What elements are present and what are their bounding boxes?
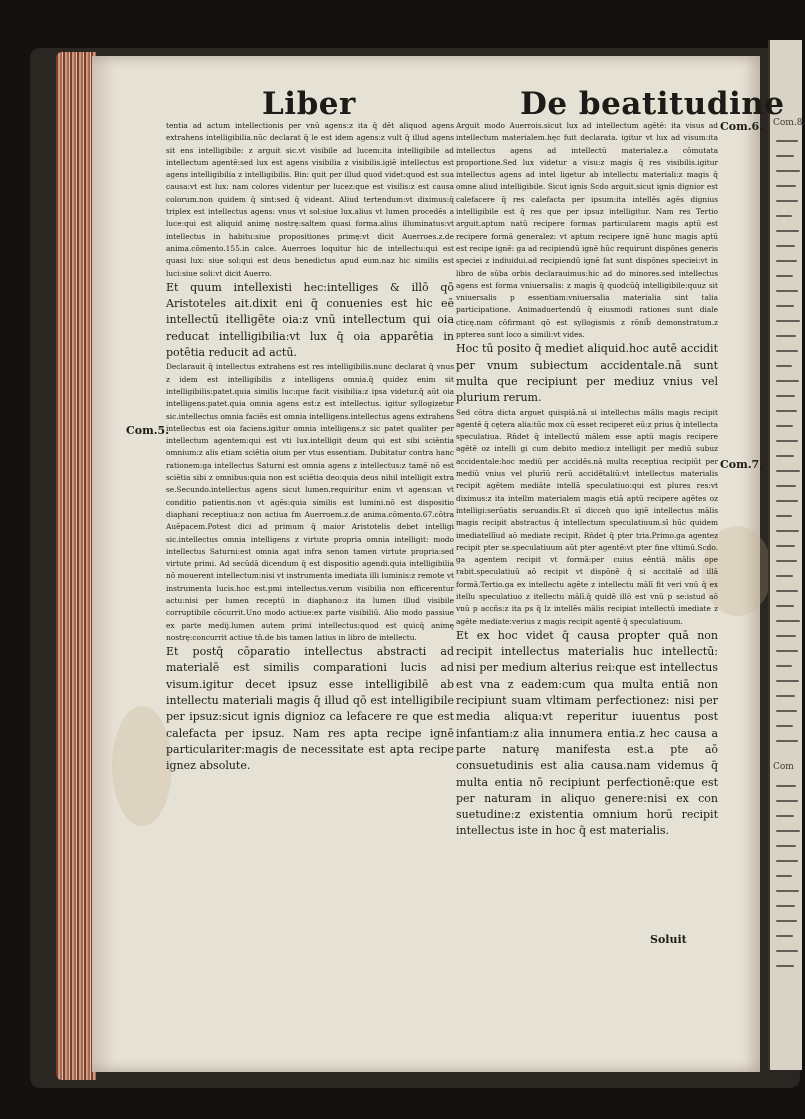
facing-text-line [776, 845, 796, 847]
facing-text-line [776, 650, 798, 652]
facing-text-line [776, 950, 798, 952]
facing-text-line [776, 860, 798, 862]
facing-text-line [776, 245, 795, 247]
facing-text-line [776, 905, 795, 907]
facing-text-line [776, 320, 800, 322]
facing-text-line [776, 965, 794, 967]
paragraph: Et quum intellexisti hec:intelliges & illō qō Aristoteles ait.dixit eni q̄ conuenies est hic eē intellectū itelligēte oia:z vnū intellectum qui oia reducat intelligibilia:vt lux q̄ oia apparētia in potētia reducit ad actū. [166, 280, 454, 360]
facing-text-line [776, 485, 796, 487]
facing-text-line [776, 365, 792, 367]
facing-text-line [776, 500, 798, 502]
paragraph: Et ex hoc videt q̄ causa propter quā non recipit intellectus materialis huc intellectū: nisi per medium alterius rei:que est intellectus est vna z eadem:cum qua multa entiā non recipiunt suam vltimam perfectionez: nisi per media aliqua:vt reperitur iuuentus post infantiam:z alia innumera entia.z hec causa a parte naturę manifesta est.a pte aō consuetudinis est alia causa.nam videmus q̄ multa entia nō recipiunt perfectionē:que est per naturam in aliquo genere:nisi ex con suetudine:z existentia omnium horū recipit intellectus iste in hoc q̄ est materialis. [456, 628, 718, 838]
facing-text-line [776, 395, 795, 397]
facing-text-line [776, 215, 792, 217]
facing-text-line [776, 890, 799, 892]
facing-text-line [776, 725, 793, 727]
facing-text-line [776, 290, 798, 292]
facing-text-line [776, 185, 796, 187]
catchword: Soluit [650, 933, 687, 946]
facing-text-line [776, 380, 799, 382]
facing-text-line [776, 545, 795, 547]
facing-text-line [776, 620, 800, 622]
facing-text-line [776, 920, 797, 922]
right-text-column [456, 120, 718, 840]
facing-text-line [776, 350, 798, 352]
facing-text-line [776, 335, 796, 337]
paragraph: Hoc tū posito q̄ mediet aliquid.hoc autē accidit per vnum subiectum accidentale.nā sunt multa que recipiunt per mediuz vnius vel plurium rerum. [456, 342, 718, 405]
facing-text-line [776, 665, 792, 667]
facing-text-line [776, 680, 799, 682]
facing-text-line [776, 275, 793, 277]
margin-note-right: Com.6. [720, 120, 764, 133]
facing-text-line [776, 560, 797, 562]
paragraph: tentia ad actum intellectionis per vnū agens:z ita q̄ dēt aliquod agens extrahens intelligibilia.nūc declarat q̄ le est idem agens:z vult q̄ illud agens sit ens intelligibile: z arguit sic.vt visibile ad lucem:ita intelligibile ad intellectum agentē:sed lux est agens visibilia z visibilis.igiē intellectus est agens intelligibilia z intelligibilis. Bin: quit per illud quod videt:quod est sua causa:vt est lux: nam colores videntur per lucez:que est visilis:z est causa colorum.non quidem q̄ sint:sed q̄ videant. Aliud tertendum:vt diximus:q̄ triplex est intellectus agens: vnus vt sol:siue lux.alius vt lumen procedēs a luce:qui est aliquid animę nostrę:saltem quasi forma.alius illuminatus:vt intellectus in habitu:siue propositiones primę:vt dicit Auerroes.z.de anima.cōmento.155.in calce. Auerroes loquitur hic de intellectu:qui est quasi lux: siue sol:qui est deus benedictus apud eum.naz hic similis est luci:siue soli:vt dicit Auerro. [166, 121, 454, 278]
facing-text-line [776, 830, 800, 832]
paragraph: Et postq̄ cōparatio intellectus abstracti ad materialē est similis comparationi lucis ad visum.igitur decet ipsuz esse intelligibilē ab intellectu materiali magis q̄ illud qō est intelligibile per ipsuz:sicut ignis dignioz ca lefacere re que est calefacta per ipsuz. Nam res apta recipe ignē particulariter:magis de necessitate est apta recipe ignez absolute. [166, 645, 454, 773]
facing-text-line [776, 800, 798, 802]
facing-text-line [776, 695, 795, 697]
facing-text-line [776, 710, 797, 712]
facing-text-line [776, 590, 798, 592]
margin-note-left: Com.5. [126, 424, 170, 437]
facing-text-line [776, 785, 796, 787]
left-text-column [166, 120, 454, 775]
facing-text-line [776, 170, 800, 172]
facing-text-line [776, 470, 800, 472]
facing-text-line [776, 875, 792, 877]
page-edges [56, 52, 96, 1080]
facing-text-line [776, 230, 799, 232]
facing-text-line [776, 140, 798, 142]
facing-margin-note: Com.8. [773, 118, 805, 128]
paragraph: Declarauit q̄ intellectus extrahens est res intelligibilis.nunc declarat q̄ vnus z idem est intelligibilis z intelligens omnia.q̄ quidez enim sit intelligibilis:patet.quia similis luc:que facit visibilia:z ipsa videtur.q̄ aūt oia intelligens:patet.quia omnia agens est:z est intellectus. igitur syllogizetur sic.intellectus omnia faciēs est omnia intelligens.intellectus agens extrahens intellectus est oia faciens.igitur omnia intelligens.z sic patet qualiter per intellectum agentem:qui est vti lux.intelligit deum qui est sibi sciēntia omnium:z alis etiam sciētia oium per vtus essentiam. Dubitatur contra hanc rationem:ga intellectus Saturni est omnia agens z intellectus:z tamē nō est sciētia sibi z omnibus:quia non est sciētia deo:quia deus nihil intelligit extra se.Secundo.intellectus agens sicut lumen.requiritur enim vt agens:an vt conditio patientis.non vt agēs:quia similis est lumini.nō est dispositio diaphani receptiua:z non actiua fm Auerroem.z.de anima.cōmento.67.cōtra Auēpacem.Potest dici ad primum q̄ maior Aristotelis debet intelligi sic.intellectus omnia intelligens z virtute propria omnia intelligit: modo intellectus Saturni:est omnia agat infra senon tamen virtute propria:sed virtute primi. Ad secūdā dicendum q̄ est dispositio agendi.quia intelligibilia nō mouerent intellectum:nisi vt instrumenta imediata illi luminis:z remote vt instrumenta lucis.hoc est.pmi intellectus.verum visibilia non efficerentur actu:nisi per lumen receptū in diaphano:z ita lumen illud visibile corruptibile cōcurrit.Uno modo actiue:ex parte visibiliū. Alio modo passiue ex parte medij.lumen autem primi intellectus:quod est quicq̄ animę nostrę:concurrit actiue tn̄.de bis tamen latius in libro de intellectu. [166, 362, 454, 642]
running-head-left: Liber [262, 86, 356, 122]
facing-text-line [776, 200, 798, 202]
facing-text-line [776, 440, 798, 442]
running-head-right: De beatitudine [520, 86, 785, 122]
paragraph: Arguit modo Auerrois.sicut lux ad intellectum agētē: ita visus ad intellectum materialem.hęc fuit declarata. igitur vt lux ad visum:ita intellectus agens ad intellectū materialez.a cōmutata proportione.Sed lux videtur a visu:z magis q̄ res visibilis.igitur intellectus agens ad intel ligetur ab intellectu materiali:z magis q̄ omne aliud intelligibile. Sicut ignis Scdo arguit.sicut ignis dignior est calefacere q̄ res calefacta per ipsum:ita intellēs agēs dignius intelligibile est q̄ res que per ipsuz intelligitur. Nam res Tertio arguit.aptum natū recipere formas particularem magis aptū est recipere formā generalez: vt aptum recipere ignē hunc magis aptū est recipe ignē: ga ad recipiendū ignē hūc requirunt dispōnes generis speciei z indiuidui.ad recipiendū ignē fat sunt dispōnes speciei:vt in libro de sūba orbis declarauimus:hic ad do minores.sed intellectus agens est forma vniuersalis: z magis q̄ quodcūq̄ intelligibile:quuz sit vniuersalis p essentiam:vniuersalia materialia sint talia participatione. Animaduertendū q̄ eiusmodi rationes sunt diale cticę.nam cōfirmant qō est syllogismis z rōnib̄ demonstratum.z ppterea sunt loco a simili:vt vides. [456, 121, 718, 340]
facing-text-line [776, 455, 794, 457]
facing-text-line [776, 410, 797, 412]
facing-text-line [776, 155, 794, 157]
facing-text-line [776, 575, 793, 577]
facing-text-line [776, 740, 798, 742]
facing-text-line [776, 530, 799, 532]
facing-text-line [776, 935, 793, 937]
facing-text-line [776, 605, 794, 607]
facing-text-line [776, 515, 792, 517]
paper-stain [112, 706, 172, 826]
facing-page [768, 40, 805, 1070]
facing-text-line [776, 635, 796, 637]
facing-text-line [776, 305, 794, 307]
paragraph: Sed cōtra dicta arguet quispiā.nā si intellectus mālis magis recipit agentē q̄ cętera alia:tūc mox cū esset reciperet eū:z prius q̄ intellecta speculatiua. Rn̄det q̄ intellectū mālem esse aptū magis recipere agētē oz intelli gi cum debito medio:z intelligit per mediū subuz accidentale:hoc mediū per accidēs.nā multa receptiua recipiūt per mediū vnius vel plurīū rerū accidētaliū:vt intellectus materialis recipit agētem mediāte intellā speculatiuo:qui est plures res:vt diximus:z ita intellm materialem magis etiā aptū recipere agētes oz intelligi:serūatis seruandis.Et sī dicceǹ quo igiē intellectus mālis magis recipit abstractus q̄ intellectum speculatiuum.sī hūc quidem imediatellīud aō mediate recipit. Rn̄det q̄ pter tria.Primo.ga agentez recipit pter se.speculatiuum aūt pter agentē:vt pter fine vltimū.Scdo. ga agentem recipit vt formā:per cuius eēntiā mālis ope rabit.speculatiuū aō recipit vt dispōnē q̄ si accitalē ad illā formā.Tertio.ga ex intellectu agēte z intellectu mālī fit veri vnū q̄ ex itellu speculatiuo z itellectu mālī.q̄ quidē illō est vnū p se:istud aō vnū p accñs:z ita ps q̄ lz intellēs mālis recipiat intellectū imediate z agēte mediate:verius z magis recipit agentē q̄ speculatiuum. [456, 407, 718, 626]
facing-text-line [776, 815, 794, 817]
facing-text-line [776, 425, 793, 427]
margin-note-right: Com.7. [720, 458, 764, 471]
facing-text-line [776, 260, 797, 262]
facing-margin-note: Com [773, 762, 794, 772]
